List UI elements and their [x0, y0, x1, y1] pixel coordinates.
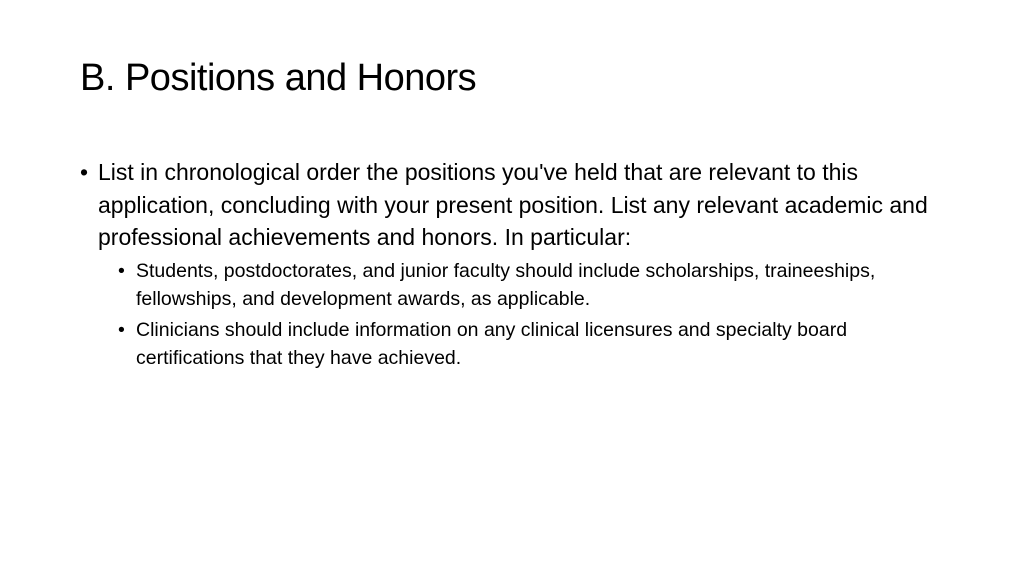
- sub-bullet-text: Students, postdoctorates, and junior faculty should include scholarships, traineeships, fellowships, and development awards, as applicable.: [136, 259, 876, 310]
- slide-body: [80, 156, 960, 372]
- bullet-item: [80, 156, 960, 372]
- sub-bullet-item: [118, 257, 936, 313]
- sub-bullet-list: [98, 257, 960, 372]
- sub-bullet-dot-icon: •: [118, 318, 125, 341]
- bullet-dot-icon: •: [80, 159, 89, 185]
- sub-bullet-item: [118, 316, 936, 372]
- slide-title: B. Positions and Honors: [80, 57, 477, 99]
- bullet-text: List in chronological order the positions you've held that are relevant to this application, concluding with your present position. List any relevant academic and professional achievements and honors. In particular:: [98, 159, 928, 250]
- sub-bullet-text: Clinicians should include information on any clinical licensures and specialty board certifications that they have achieved.: [136, 318, 848, 369]
- sub-bullet-dot-icon: •: [118, 259, 125, 282]
